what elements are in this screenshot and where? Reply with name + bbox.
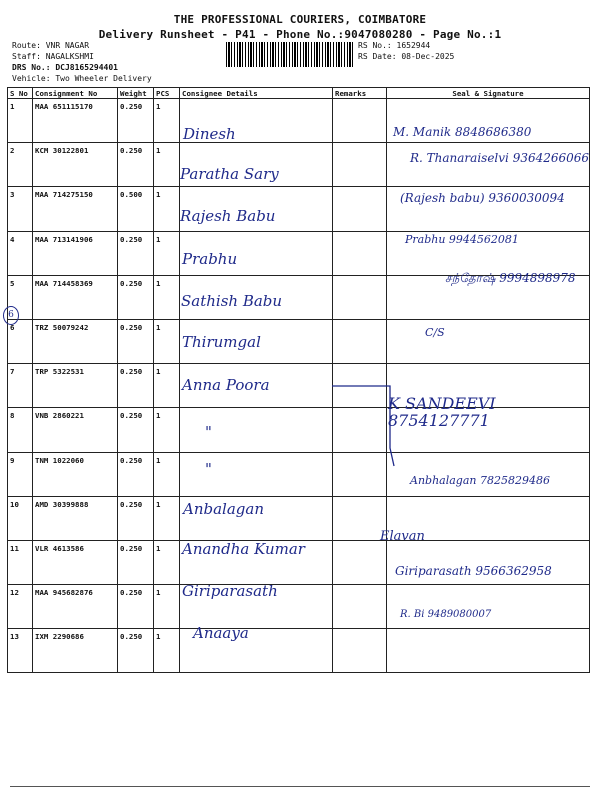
handwritten-signature: Giriparasath 9566362958 (395, 564, 552, 578)
rs-number: RS No.: 1652944 (358, 41, 431, 50)
handwritten-consignee: Rajesh Babu (180, 207, 276, 225)
cell-remarks (333, 629, 387, 673)
cell-weight: 0.250 (118, 496, 154, 540)
col-header-weight: Weight (118, 88, 154, 99)
cell-pcs: 1 (154, 187, 180, 231)
handwritten-signature: M. Manik 8848686380 (393, 125, 532, 139)
handwritten-consignee: Dinesh (183, 125, 236, 143)
runsheet-title: Delivery Runsheet - P41 - Phone No.:9047080280 - Page No.:1 (98, 28, 502, 41)
signature-bracket-stroke (330, 378, 590, 468)
col-header-remarks: Remarks (333, 88, 387, 99)
cell-sno: 2 (8, 143, 33, 187)
cell-weight: 0.250 (118, 143, 154, 187)
cell-weight: 0.250 (118, 319, 154, 363)
cell-sno: 5 (8, 275, 33, 319)
handwritten-consignee: Paratha Sary (180, 165, 279, 183)
cell-signature (387, 585, 590, 629)
cell-consignment: MAA 714275150 (33, 187, 118, 231)
handwritten-consignee: Giriparasath (182, 582, 278, 600)
cell-sno: 8 (8, 408, 33, 452)
col-header-consignee: Consignee Details (180, 88, 333, 99)
cell-sno: 13 (8, 629, 33, 673)
cell-pcs: 1 (154, 408, 180, 452)
cell-sno: 10 (8, 496, 33, 540)
table-row (8, 629, 590, 673)
cell-pcs: 1 (154, 364, 180, 408)
route-label: Route: VNR NAGAR (12, 41, 90, 50)
cell-consignee (180, 408, 333, 452)
table-header-row (8, 88, 590, 99)
cell-pcs: 1 (154, 99, 180, 143)
col-header-consignment: Consignment No (33, 88, 118, 99)
cell-sno: 1 (8, 99, 33, 143)
cell-sno: 6 (8, 319, 33, 363)
cell-pcs: 1 (154, 540, 180, 584)
drs-number: DRS No.: DCJ8165294401 (12, 63, 118, 72)
col-header-sno: S No (8, 88, 33, 99)
cell-pcs: 1 (154, 231, 180, 275)
cell-weight: 0.250 (118, 408, 154, 452)
cell-weight: 0.250 (118, 231, 154, 275)
cell-weight: 0.250 (118, 540, 154, 584)
company-title: THE PROFESSIONAL COURIERS, COIMBATORE (173, 13, 427, 26)
cell-pcs: 1 (154, 275, 180, 319)
cell-remarks (333, 143, 387, 187)
cell-consignment: TNM 1022060 (33, 452, 118, 496)
cell-consignment: MAA 945682876 (33, 585, 118, 629)
handwritten-signature: K SANDEEVI 8754127771 (388, 394, 496, 430)
cell-pcs: 1 (154, 452, 180, 496)
table-row (8, 319, 590, 363)
handwritten-consignee: Thirumgal (182, 333, 261, 351)
cell-remarks (333, 187, 387, 231)
handwritten-consignee: Prabhu (182, 250, 238, 268)
col-header-signature: Seal & Signature (387, 88, 590, 99)
handwritten-signature: R. Thanaraiselvi 9364266066 (410, 151, 590, 165)
cell-consignee (180, 452, 333, 496)
cell-signature (387, 319, 590, 363)
handwritten-signature: R. Bi 9489080007 (400, 609, 492, 620)
vehicle-label: Vehicle: Two Wheeler Delivery (12, 74, 152, 83)
col-header-pcs: PCS (154, 88, 180, 99)
cell-sno: 4 (8, 231, 33, 275)
cell-pcs: 1 (154, 143, 180, 187)
cell-consignment: KCM 30122801 (33, 143, 118, 187)
cell-sno: 9 (8, 452, 33, 496)
handwritten-consignee: " (205, 423, 212, 441)
cell-consignment: TRP 5322531 (33, 364, 118, 408)
circled-row-mark: 6 (3, 306, 19, 325)
cell-sno: 11 (8, 540, 33, 584)
cell-weight: 0.250 (118, 275, 154, 319)
cell-consignment: AMD 30399888 (33, 496, 118, 540)
cell-sno: 12 (8, 585, 33, 629)
handwritten-consignee: Anandha Kumar (182, 540, 305, 558)
handwritten-consignee: Sathish Babu (181, 292, 283, 310)
cell-sno: 3 (8, 187, 33, 231)
cell-remarks (333, 319, 387, 363)
handwritten-signature: (Rajesh babu) 9360030094 (400, 191, 565, 205)
cell-consignment: MAA 651115170 (33, 99, 118, 143)
table-row (8, 496, 590, 540)
handwritten-consignee: Anna Poora (182, 376, 270, 394)
cell-remarks (333, 275, 387, 319)
handwritten-signature: சந்தோஷ் 9994898978 (445, 271, 576, 285)
staff-label: Staff: NAGALKSHMI (12, 52, 94, 61)
handwritten-signature: Prabhu 9944562081 (405, 233, 519, 246)
handwritten-signature: C/S (425, 326, 445, 339)
cell-weight: 0.250 (118, 585, 154, 629)
cell-consignment: VLR 4613586 (33, 540, 118, 584)
cell-remarks (333, 99, 387, 143)
cell-weight: 0.250 (118, 364, 154, 408)
cell-remarks (333, 496, 387, 540)
cell-consignment: MAA 714458369 (33, 275, 118, 319)
cell-remarks (333, 540, 387, 584)
cell-weight: 0.250 (118, 99, 154, 143)
cell-weight: 0.250 (118, 629, 154, 673)
cell-consignment: IXM 2290686 (33, 629, 118, 673)
cell-weight: 0.250 (118, 452, 154, 496)
cell-consignment: MAA 713141906 (33, 231, 118, 275)
cell-pcs: 1 (154, 629, 180, 673)
cell-consignment: TRZ 50079242 (33, 319, 118, 363)
cell-weight: 0.500 (118, 187, 154, 231)
cell-signature (387, 629, 590, 673)
handwritten-consignee: Anaaya (193, 624, 249, 642)
handwritten-consignee: " (205, 460, 212, 478)
table-row (8, 585, 590, 629)
page-bottom-rule (10, 786, 590, 787)
cell-consignment: VNB 2860221 (33, 408, 118, 452)
cell-sno: 7 (8, 364, 33, 408)
barcode-image (226, 42, 354, 67)
cell-pcs: 1 (154, 496, 180, 540)
handwritten-signature: Anbhalagan 7825829486 (410, 474, 550, 487)
cell-remarks (333, 585, 387, 629)
cell-remarks (333, 231, 387, 275)
rs-date: RS Date: 08-Dec-2025 (358, 52, 455, 61)
cell-pcs: 1 (154, 319, 180, 363)
handwritten-consignee: Anbalagan (183, 500, 264, 518)
cell-pcs: 1 (154, 585, 180, 629)
handwritten-signature: Elavan (380, 529, 425, 544)
